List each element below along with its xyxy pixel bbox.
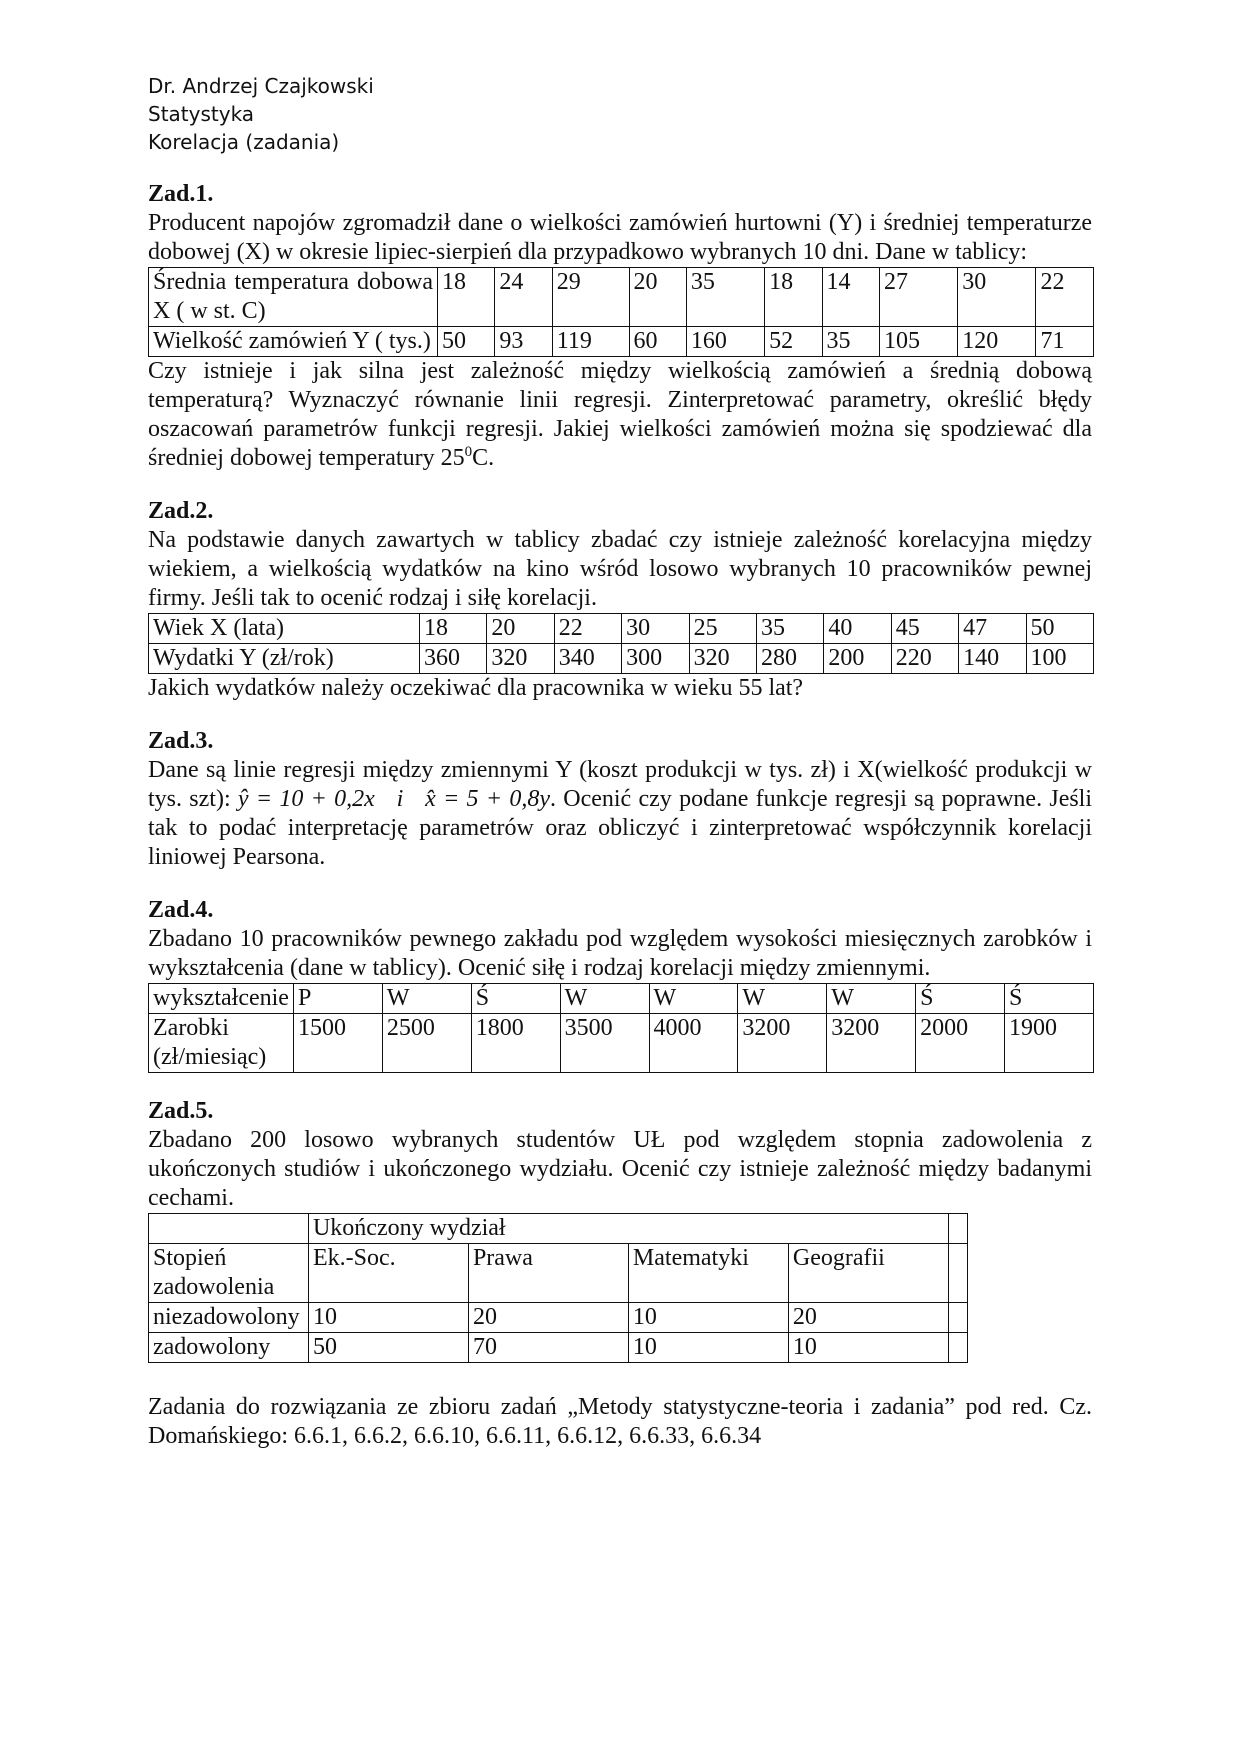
table-row-label: wykształcenie (149, 984, 294, 1014)
table-cell: 50 (308, 1333, 468, 1363)
table-column-header: Prawa (468, 1244, 628, 1303)
table-cell: 10 (628, 1303, 788, 1333)
table-column-header: Matematyki (628, 1244, 788, 1303)
author-name: Dr. Andrzej Czajkowski (148, 74, 374, 98)
table-cell: W (560, 984, 649, 1014)
task-4 (148, 896, 1092, 1073)
table-cell: 40 (824, 614, 891, 644)
table-cell: W (649, 984, 738, 1014)
table-row (149, 1333, 968, 1363)
table-row (149, 327, 1094, 357)
table-row-label: Wiek X (lata) (149, 614, 420, 644)
task-3-title: Zad.3. (148, 728, 214, 754)
table-group-header: Ukończony wydział (308, 1214, 948, 1244)
table-cell: 60 (629, 327, 686, 357)
table-row (149, 1244, 968, 1303)
table-cell: 4000 (649, 1014, 738, 1073)
task-3-body (148, 756, 1092, 872)
table-cell: 45 (891, 614, 958, 644)
task-2-question: Jakich wydatków należy oczekiwać dla pracownika w wieku 55 lat? (148, 675, 804, 701)
task-2-table (148, 613, 1094, 674)
table-cell: 50 (438, 327, 495, 357)
table-row (149, 1214, 968, 1244)
table-row-label: Zarobki (zł/miesiąc) (149, 1014, 294, 1073)
table-cell: 20 (629, 268, 686, 327)
task-5-intro: Zbadano 200 losowo wybranych studentów UŁ pod względem stopnia zadowolenia z ukończonych studiów i ukończonego wydziału. Ocenić czy istnieje zależność między badanymi cechami. (148, 1127, 1092, 1211)
task-1 (148, 180, 1092, 473)
table-cell: 360 (420, 644, 487, 674)
table-cell: Ś (916, 984, 1005, 1014)
table-cell: W (827, 984, 916, 1014)
task-2-intro: Na podstawie danych zawartych w tablicy zbadać czy istnieje zależność korelacyjna między wiekiem, a wielkością wydatków na kino wśród losowo wybranych 10 pracowników pewnej firmy. Jeśli tak to ocenić rodzaj i siłę korelacji. (148, 527, 1092, 611)
table-cell: 200 (824, 644, 891, 674)
table-cell: 27 (879, 268, 957, 327)
document-header (148, 72, 1092, 156)
table-cell: 160 (686, 327, 764, 357)
table-cell: 320 (689, 644, 756, 674)
table-cell: 18 (438, 268, 495, 327)
table-cell-empty (948, 1303, 967, 1333)
table-cell: W (738, 984, 827, 1014)
table-column-header: Geografii (788, 1244, 948, 1303)
table-cell-empty (948, 1333, 967, 1363)
table-cell: 24 (495, 268, 552, 327)
table-cell: 47 (959, 614, 1026, 644)
table-cell: 20 (487, 614, 554, 644)
task-5-title: Zad.5. (148, 1098, 214, 1124)
table-cell: 340 (554, 644, 621, 674)
table-row-label: zadowolony (149, 1333, 309, 1363)
table-cell: 35 (756, 614, 823, 644)
table-row (149, 984, 1094, 1014)
table-cell: 120 (958, 327, 1036, 357)
task-1-question-text: Czy istnieje i jak silna jest zależność między wielkością zamówień a średnią dobową temperaturą? Wyznaczyć równanie linii regresji. Zinterpretować parametry, określić błędy oszacowań parametrów funkcji regresji. Jakiej wielkości zamówień można się spodziewać dla średniej dobowej temperatury 25 (148, 358, 1092, 471)
table-cell-empty (149, 1214, 309, 1244)
table-cell: 320 (487, 644, 554, 674)
task-1-title: Zad.1. (148, 181, 214, 207)
table-cell: 2000 (916, 1014, 1005, 1073)
table-cell: Ś (471, 984, 560, 1014)
table-row (149, 614, 1094, 644)
table-row-label: niezadowolony (149, 1303, 309, 1333)
task-2 (148, 497, 1092, 703)
task-4-table (148, 983, 1094, 1073)
table-cell: 119 (552, 327, 629, 357)
table-cell: 280 (756, 644, 823, 674)
table-cell: 35 (822, 327, 879, 357)
document-page (148, 72, 1092, 1451)
table-cell: 2500 (382, 1014, 471, 1073)
regression-equation-y: ŷ = 10 + 0,2x (237, 786, 375, 812)
task-2-title: Zad.2. (148, 498, 214, 524)
task-4-title: Zad.4. (148, 897, 214, 923)
task-1-question (148, 357, 1092, 473)
table-cell: 105 (879, 327, 957, 357)
table-cell: 70 (468, 1333, 628, 1363)
table-cell: 18 (765, 268, 822, 327)
table-cell: 52 (765, 327, 822, 357)
task-3-text-2: . Ocenić czy podane funkcje regresji są poprawne. Jeśli tak to podać interpretację parametrów oraz obliczyć i zinterpretować współczynnik korelacji liniowej Pearsona. (148, 786, 1093, 870)
table-row-header: Stopień zadowolenia (149, 1244, 309, 1303)
table-column-header: Ek.-Soc. (308, 1244, 468, 1303)
table-cell: 1900 (1005, 1014, 1094, 1073)
subject-name: Statystyka (148, 102, 255, 126)
task-4-intro: Zbadano 10 pracowników pewnego zakładu pod względem wysokości miesięcznych zarobków i wykształcenia (dane w tablicy). Ocenić siłę i rodzaj korelacji między zmiennymi. (148, 926, 1092, 981)
topic-name: Korelacja (zadania) (148, 130, 340, 154)
table-cell: 22 (1036, 268, 1094, 327)
table-row-label: Wielkość zamówień Y ( tys.) (149, 327, 438, 357)
table-cell: 3200 (738, 1014, 827, 1073)
table-cell: 25 (689, 614, 756, 644)
task-5-table (148, 1213, 968, 1363)
table-cell: 3200 (827, 1014, 916, 1073)
task-1-question-end: C. (472, 445, 495, 471)
table-cell: 30 (622, 614, 689, 644)
table-row (149, 268, 1094, 327)
table-cell: Ś (1005, 984, 1094, 1014)
table-cell: 50 (1026, 614, 1093, 644)
table-row (149, 1014, 1094, 1073)
table-cell: 3500 (560, 1014, 649, 1073)
task-1-table (148, 267, 1094, 357)
task-3-text-1: Dane są linie regresji między zmiennymi Y (koszt produkcji w tys. zł) i X(wielkość produkcji w tys. szt): (148, 757, 1092, 812)
table-cell: 29 (552, 268, 629, 327)
table-cell: P (294, 984, 383, 1014)
table-cell: 1800 (471, 1014, 560, 1073)
table-cell: 71 (1036, 327, 1094, 357)
table-cell: 300 (622, 644, 689, 674)
table-cell: 30 (958, 268, 1036, 327)
table-cell: 10 (308, 1303, 468, 1333)
table-cell-empty (948, 1244, 967, 1303)
table-cell: 93 (495, 327, 552, 357)
table-cell: 10 (628, 1333, 788, 1363)
table-cell: W (382, 984, 471, 1014)
table-cell: 100 (1026, 644, 1093, 674)
degree-superscript: 0 (464, 444, 473, 460)
table-row-label: Wydatki Y (zł/rok) (149, 644, 420, 674)
table-cell: 220 (891, 644, 958, 674)
table-cell: 20 (788, 1303, 948, 1333)
task-5 (148, 1097, 1092, 1363)
conjunction: i (396, 786, 404, 812)
table-cell: 140 (959, 644, 1026, 674)
table-cell: 22 (554, 614, 621, 644)
table-cell: 18 (420, 614, 487, 644)
table-cell: 10 (788, 1333, 948, 1363)
table-cell: 1500 (294, 1014, 383, 1073)
task-1-intro: Producent napojów zgromadził dane o wielkości zamówień hurtowni (Y) i średniej temperaturze dobowej (X) w okresie lipiec-sierpień dla przypadkowo wybranych 10 dni. Dane w tablicy: (148, 210, 1092, 265)
table-cell: 20 (468, 1303, 628, 1333)
footer-note: Zadania do rozwiązania ze zbioru zadań „Metody statystyczne-teoria i zadania” pod red. Cz. Domańskiego: 6.6.1, 6.6.2, 6.6.10, 6.6.11, 6.6.12, 6.6.33, 6.6.34 (148, 1394, 1092, 1449)
table-row-label: Średnia temperatura dobowa X ( w st. C) (149, 268, 438, 327)
table-row (149, 644, 1094, 674)
table-row (149, 1303, 968, 1333)
table-cell: 35 (686, 268, 764, 327)
regression-equation-x: x̂ = 5 + 0,8y (425, 786, 550, 812)
task-3 (148, 727, 1092, 872)
table-cell-empty (948, 1214, 967, 1244)
table-cell: 14 (822, 268, 879, 327)
